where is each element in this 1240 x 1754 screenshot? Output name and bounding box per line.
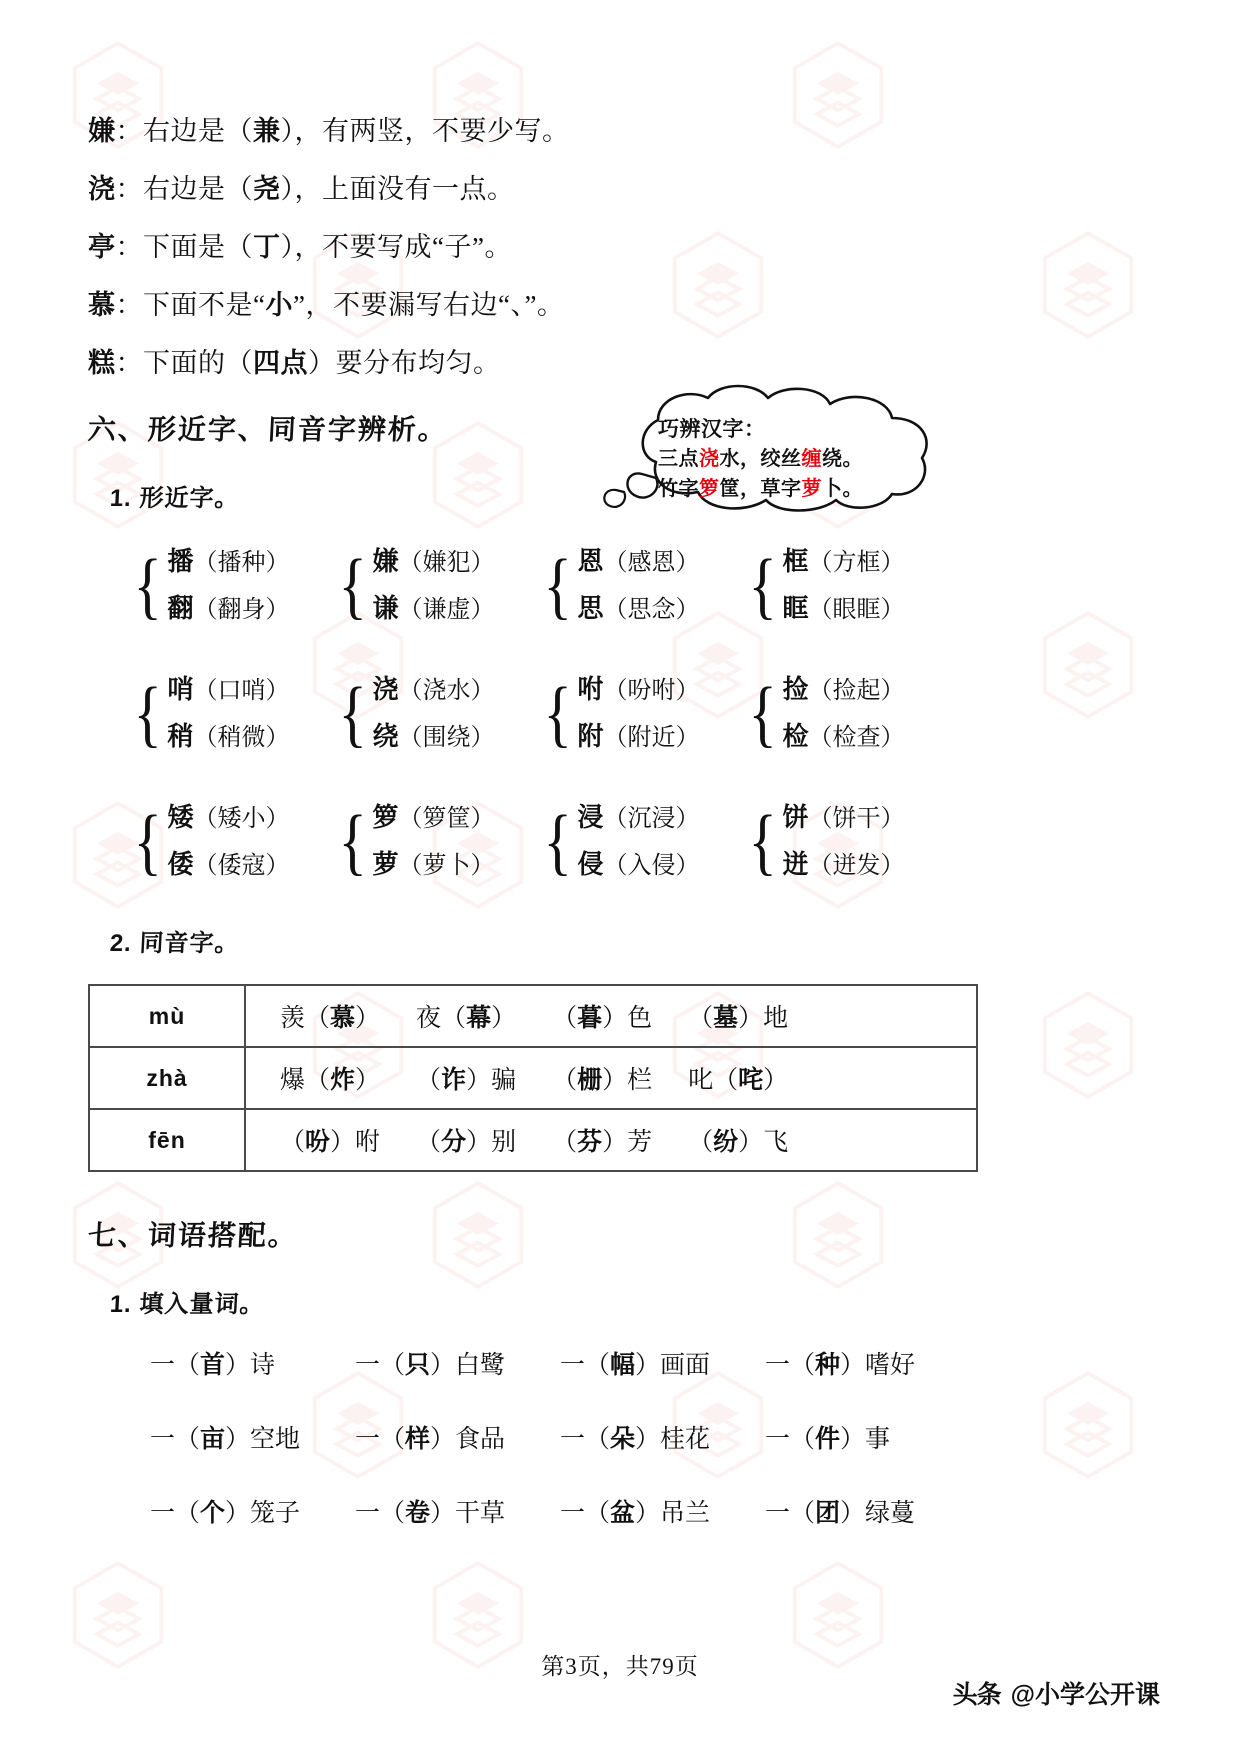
xingjinzi-pair: { 框（方框） 眶（眼眶） <box>748 545 905 627</box>
item-suffix: ）骗 <box>466 1067 517 1094</box>
item-answer: 慕 <box>330 1004 356 1032</box>
pair-key: 翻 <box>167 593 194 623</box>
section-7-heading: 七、词语搭配。 <box>87 1220 299 1251</box>
tongyinzi-item <box>552 1067 652 1094</box>
pair-key: 思 <box>577 593 604 623</box>
liangci-suffix: ）画面 <box>635 1352 711 1379</box>
brand-footer <box>953 1675 1160 1711</box>
note-suffix: ”，不要漏写右边“、”。 <box>292 290 565 320</box>
pair-key: 饼 <box>782 802 809 832</box>
pair-item-top <box>578 676 700 703</box>
tongyinzi-items-cell <box>245 1109 977 1171</box>
item-suffix: ）飞 <box>738 1129 789 1156</box>
pair-word: （饼干） <box>808 806 905 832</box>
tongyinzi-item <box>552 1129 652 1156</box>
liangci-suffix: ）嗜好 <box>840 1352 916 1379</box>
liangci-item <box>560 1345 765 1381</box>
pair-word: （嫌犯） <box>398 550 495 576</box>
pair-item-bottom <box>373 851 495 878</box>
liangci-grid <box>150 1345 1152 1529</box>
character-note-line <box>88 292 1152 319</box>
item-suffix: ）芳 <box>602 1129 653 1156</box>
pair-word: （箩筐） <box>398 806 495 832</box>
character-note-line <box>88 118 1152 145</box>
liangci-item <box>355 1493 560 1529</box>
pair-word: （吩咐） <box>603 678 700 704</box>
item-prefix: 爆（ <box>280 1067 331 1094</box>
item-answer: 炸 <box>330 1066 356 1094</box>
note-character: 嫌 <box>88 116 116 146</box>
item-prefix: （ <box>688 1005 714 1032</box>
item-prefix: （ <box>552 1005 578 1032</box>
liangci-prefix: 一（ <box>355 1426 406 1453</box>
subsection-xingjinzi-heading: 1. 形近字。 <box>109 485 241 512</box>
pair-column <box>578 804 700 878</box>
pair-word: （方框） <box>808 550 905 576</box>
pair-key: 萝 <box>372 849 399 879</box>
liangci-suffix: ）吊兰 <box>635 1500 711 1527</box>
pair-word: （翻身） <box>193 597 290 623</box>
tongyinzi-item <box>280 1005 380 1032</box>
pair-key: 哨 <box>167 674 194 704</box>
tongyinzi-table <box>88 984 978 1172</box>
tongyinzi-item <box>280 1129 380 1156</box>
pair-item-top <box>578 548 700 575</box>
liangci-prefix: 一（ <box>560 1426 611 1453</box>
pair-key: 恩 <box>577 546 604 576</box>
note-prefix: ：右边是（ <box>115 116 253 146</box>
pair-item-bottom <box>578 851 700 878</box>
tongyinzi-item <box>688 1067 788 1094</box>
item-prefix: （ <box>416 1129 442 1156</box>
page-number-footer: 第3页，共79页 <box>541 1654 699 1679</box>
cloud-l2-b: 水，绞丝 <box>719 448 802 471</box>
tongyinzi-items-cell <box>245 1047 977 1109</box>
liangci-item <box>150 1345 355 1381</box>
note-character: 亭 <box>88 232 116 262</box>
pair-column <box>783 676 905 750</box>
liangci-item <box>560 1493 765 1529</box>
toutiao-logo: 头条 <box>952 1681 1001 1709</box>
liangci-prefix: 一（ <box>765 1352 816 1379</box>
liangci-prefix: 一（ <box>355 1500 406 1527</box>
liangci-row <box>150 1493 1152 1529</box>
pair-item-top <box>783 804 905 831</box>
pair-key: 浸 <box>577 802 604 832</box>
pinyin-cell: fēn <box>89 1109 245 1171</box>
xingjinzi-pair: { 播（播种） 翻（翻身） <box>133 545 290 627</box>
note-prefix: ：下面是（ <box>115 232 253 262</box>
liangci-suffix: ）食品 <box>430 1426 506 1453</box>
pair-key: 眶 <box>782 593 809 623</box>
item-prefix: （ <box>416 1067 442 1094</box>
cloud-l3-a: 竹字 <box>658 477 699 500</box>
pair-item-bottom <box>168 723 290 750</box>
note-answer: 兼 <box>253 116 281 146</box>
item-prefix: （ <box>280 1129 306 1156</box>
pair-key: 嫌 <box>372 546 399 576</box>
table-row <box>89 985 977 1047</box>
item-answer: 咤 <box>738 1066 764 1094</box>
xingjinzi-pair: { 浸（沉浸） 侵（入侵） <box>543 801 700 883</box>
item-suffix: ）咐 <box>330 1129 381 1156</box>
tip-cloud-callout <box>530 378 960 518</box>
liangci-answer: 幅 <box>610 1351 636 1379</box>
liangci-answer: 朵 <box>610 1425 636 1453</box>
xingjinzi-pair: { 捡（捡起） 检（检查） <box>748 673 905 755</box>
liangci-prefix: 一（ <box>150 1500 201 1527</box>
cloud-text-block <box>658 414 948 504</box>
liangci-answer: 盆 <box>610 1499 636 1527</box>
liangci-answer: 只 <box>405 1351 431 1379</box>
note-suffix: ），上面没有一点。 <box>280 174 515 204</box>
liangci-item <box>765 1493 970 1529</box>
pair-key: 侵 <box>577 849 604 879</box>
pair-key: 播 <box>167 546 194 576</box>
item-answer: 纷 <box>713 1128 739 1156</box>
tongyinzi-item <box>416 1129 516 1156</box>
liangci-item <box>150 1493 355 1529</box>
pair-word: （萝卜） <box>398 853 495 879</box>
item-answer: 吩 <box>305 1128 331 1156</box>
item-suffix: ） <box>491 1005 517 1032</box>
pinyin-cell: mù <box>89 985 245 1047</box>
item-suffix: ）色 <box>602 1005 653 1032</box>
pair-word: （谦虚） <box>398 597 495 623</box>
liangci-suffix: ）桂花 <box>635 1426 711 1453</box>
tongyinzi-item <box>552 1005 652 1032</box>
xingjinzi-row <box>130 667 1152 759</box>
xingjinzi-pair: { 箩（箩筐） 萝（萝卜） <box>338 801 495 883</box>
xingjinzi-pair: { 浇（浇水） 绕（围绕） <box>338 673 495 755</box>
brand-account-name: @小学公开课 <box>1010 1681 1160 1709</box>
pair-key: 谦 <box>372 593 399 623</box>
item-suffix: ）别 <box>466 1129 517 1156</box>
liangci-item <box>355 1345 560 1381</box>
section-6-heading: 六、形近字、同音字辨析。 <box>87 414 449 445</box>
liangci-prefix: 一（ <box>765 1500 816 1527</box>
tongyinzi-item <box>688 1005 788 1032</box>
note-character: 慕 <box>88 290 116 320</box>
table-row <box>89 1109 977 1171</box>
item-answer: 诈 <box>441 1066 467 1094</box>
pair-item-bottom <box>578 723 700 750</box>
pair-word: （眼眶） <box>808 597 905 623</box>
liangci-row <box>150 1345 1152 1381</box>
item-suffix: ） <box>355 1005 381 1032</box>
pair-item-top <box>578 804 700 831</box>
pair-word: （入侵） <box>603 853 700 879</box>
pair-key: 框 <box>782 546 809 576</box>
xingjinzi-pair: { 嫌（嫌犯） 谦（谦虚） <box>338 545 495 627</box>
pair-key: 附 <box>577 721 604 751</box>
pair-item-bottom <box>373 595 495 622</box>
item-answer: 分 <box>441 1128 467 1156</box>
page-content <box>88 118 1152 1567</box>
pair-item-top <box>168 548 290 575</box>
pair-item-bottom <box>168 851 290 878</box>
pair-column <box>783 804 905 878</box>
item-prefix: 叱（ <box>688 1067 739 1094</box>
pair-word: （迸发） <box>808 853 905 879</box>
liangci-suffix: ）干草 <box>430 1500 506 1527</box>
item-suffix: ）栏 <box>602 1067 653 1094</box>
cloud-l3-c: 卜。 <box>822 477 863 500</box>
pair-item-top <box>373 548 495 575</box>
item-suffix: ） <box>763 1067 789 1094</box>
xingjinzi-grid <box>130 539 1152 887</box>
table-row <box>89 1047 977 1109</box>
pair-item-top <box>783 676 905 703</box>
liangci-row <box>150 1419 1152 1455</box>
liangci-suffix: ）诗 <box>225 1352 276 1379</box>
item-answer: 芬 <box>577 1128 603 1156</box>
item-prefix: 羡（ <box>280 1005 331 1032</box>
item-answer: 幕 <box>466 1004 492 1032</box>
item-answer: 墓 <box>713 1004 739 1032</box>
pair-word: （附近） <box>603 725 700 751</box>
liangci-suffix: ）白鹭 <box>430 1352 506 1379</box>
pair-column <box>373 548 495 622</box>
liangci-answer: 首 <box>200 1351 226 1379</box>
liangci-prefix: 一（ <box>150 1352 201 1379</box>
note-suffix: ）要分布均匀。 <box>308 348 501 378</box>
pair-item-top <box>168 804 290 831</box>
note-prefix: ：右边是（ <box>115 174 253 204</box>
character-notes-block <box>88 118 1152 377</box>
xingjinzi-pair: { 咐（吩咐） 附（附近） <box>543 673 700 755</box>
pair-key: 稍 <box>167 721 194 751</box>
item-answer: 暮 <box>577 1004 603 1032</box>
tongyinzi-item <box>416 1067 516 1094</box>
pair-item-bottom <box>783 723 905 750</box>
note-suffix: ），不要写成“子”。 <box>280 232 512 262</box>
pair-word: （稍微） <box>193 725 290 751</box>
pair-word: （思念） <box>603 597 700 623</box>
xingjinzi-pair: { 饼（饼干） 迸（迸发） <box>748 801 905 883</box>
xingjinzi-pair: { 哨（口哨） 稍（稍微） <box>133 673 290 755</box>
pair-column <box>578 548 700 622</box>
pair-key: 绕 <box>372 721 399 751</box>
pair-key: 迸 <box>782 849 809 879</box>
pair-column <box>168 676 290 750</box>
item-prefix: （ <box>552 1067 578 1094</box>
liangci-answer: 卷 <box>405 1499 431 1527</box>
cloud-title: 巧辨汉字： <box>658 418 766 441</box>
liangci-item <box>150 1419 355 1455</box>
pair-column <box>578 676 700 750</box>
pair-word: （围绕） <box>398 725 495 751</box>
pair-word: （倭寇） <box>193 853 290 879</box>
pair-item-top <box>373 676 495 703</box>
item-prefix: （ <box>688 1129 714 1156</box>
note-prefix: ：下面的（ <box>115 348 253 378</box>
liangci-suffix: ）绿蔓 <box>840 1500 916 1527</box>
tongyinzi-item <box>416 1005 516 1032</box>
liangci-suffix: ）事 <box>840 1426 891 1453</box>
pair-word: （口哨） <box>193 678 290 704</box>
pair-item-top <box>783 548 905 575</box>
liangci-suffix: ）空地 <box>225 1426 301 1453</box>
liangci-item <box>765 1419 970 1455</box>
cloud-l2-a: 三点 <box>658 448 699 471</box>
liangci-prefix: 一（ <box>560 1500 611 1527</box>
liangci-answer: 个 <box>200 1499 226 1527</box>
pair-key: 浇 <box>372 674 399 704</box>
xingjinzi-row <box>130 795 1152 887</box>
pair-key: 检 <box>782 721 809 751</box>
liangci-answer: 团 <box>815 1499 841 1527</box>
liangci-answer: 样 <box>405 1425 431 1453</box>
note-answer: 四点 <box>253 348 308 378</box>
pair-item-bottom <box>168 595 290 622</box>
pair-word: （浇水） <box>398 678 495 704</box>
item-prefix: 夜（ <box>416 1005 467 1032</box>
liangci-item <box>765 1345 970 1381</box>
liangci-prefix: 一（ <box>150 1426 201 1453</box>
pair-word: （捡起） <box>808 678 905 704</box>
pair-column <box>373 804 495 878</box>
tongyinzi-item <box>688 1129 788 1156</box>
pair-key: 咐 <box>577 674 604 704</box>
character-note-line <box>88 234 1152 261</box>
liangci-prefix: 一（ <box>560 1352 611 1379</box>
xingjinzi-pair: { 恩（感恩） 思（思念） <box>543 545 700 627</box>
subsection-liangci-heading: 1. 填入量词。 <box>109 1291 266 1318</box>
item-suffix: ） <box>355 1067 381 1094</box>
pair-item-bottom <box>373 723 495 750</box>
cloud-l3-b: 筐，草字 <box>719 477 802 500</box>
pair-item-bottom <box>783 595 905 622</box>
liangci-answer: 件 <box>815 1425 841 1453</box>
pair-item-bottom <box>578 595 700 622</box>
pair-item-top <box>168 676 290 703</box>
liangci-item <box>560 1419 765 1455</box>
cloud-l3-red1: 箩 <box>699 477 720 500</box>
pair-item-bottom <box>783 851 905 878</box>
item-answer: 栅 <box>577 1066 603 1094</box>
item-suffix: ）地 <box>738 1005 789 1032</box>
cloud-line-2 <box>658 445 948 475</box>
liangci-answer: 亩 <box>200 1425 226 1453</box>
pair-word: （检查） <box>808 725 905 751</box>
liangci-answer: 种 <box>815 1351 841 1379</box>
cloud-line-3 <box>658 475 948 505</box>
pair-key: 捡 <box>782 674 809 704</box>
pair-column <box>783 548 905 622</box>
character-note-line <box>88 176 1152 203</box>
xingjinzi-pair: { 矮（矮小） 倭（倭寇） <box>133 801 290 883</box>
cloud-l2-red2: 缠 <box>801 448 822 471</box>
pair-column <box>373 676 495 750</box>
cloud-l2-c: 绕。 <box>822 448 863 471</box>
pair-column <box>168 548 290 622</box>
item-prefix: （ <box>552 1129 578 1156</box>
cloud-l3-red2: 萝 <box>801 477 822 500</box>
pair-word: （矮小） <box>193 806 290 832</box>
tongyinzi-items-cell <box>245 985 977 1047</box>
subsection-tongyinzi-heading: 2. 同音字。 <box>109 930 241 957</box>
liangci-item <box>355 1419 560 1455</box>
note-suffix: ），有两竖，不要少写。 <box>280 116 570 146</box>
pair-key: 倭 <box>167 849 194 879</box>
liangci-prefix: 一（ <box>765 1426 816 1453</box>
pair-word: （感恩） <box>603 550 700 576</box>
pair-column <box>168 804 290 878</box>
liangci-suffix: ）笼子 <box>225 1500 301 1527</box>
pair-key: 箩 <box>372 802 399 832</box>
note-answer: 小 <box>265 290 293 320</box>
character-note-line <box>88 350 1152 377</box>
pair-word: （播种） <box>193 550 290 576</box>
tongyinzi-item <box>280 1067 380 1094</box>
xingjinzi-row <box>130 539 1152 631</box>
note-character: 浇 <box>88 174 116 204</box>
note-character: 糕 <box>88 348 116 378</box>
pair-key: 矮 <box>167 802 194 832</box>
pinyin-cell: zhà <box>89 1047 245 1109</box>
note-prefix: ：下面不是“ <box>115 290 266 320</box>
note-answer: 丁 <box>253 232 281 262</box>
pair-item-top <box>373 804 495 831</box>
pair-word: （沉浸） <box>603 806 700 832</box>
note-answer: 尧 <box>253 174 281 204</box>
cloud-l2-red1: 浇 <box>699 448 720 471</box>
liangci-prefix: 一（ <box>355 1352 406 1379</box>
